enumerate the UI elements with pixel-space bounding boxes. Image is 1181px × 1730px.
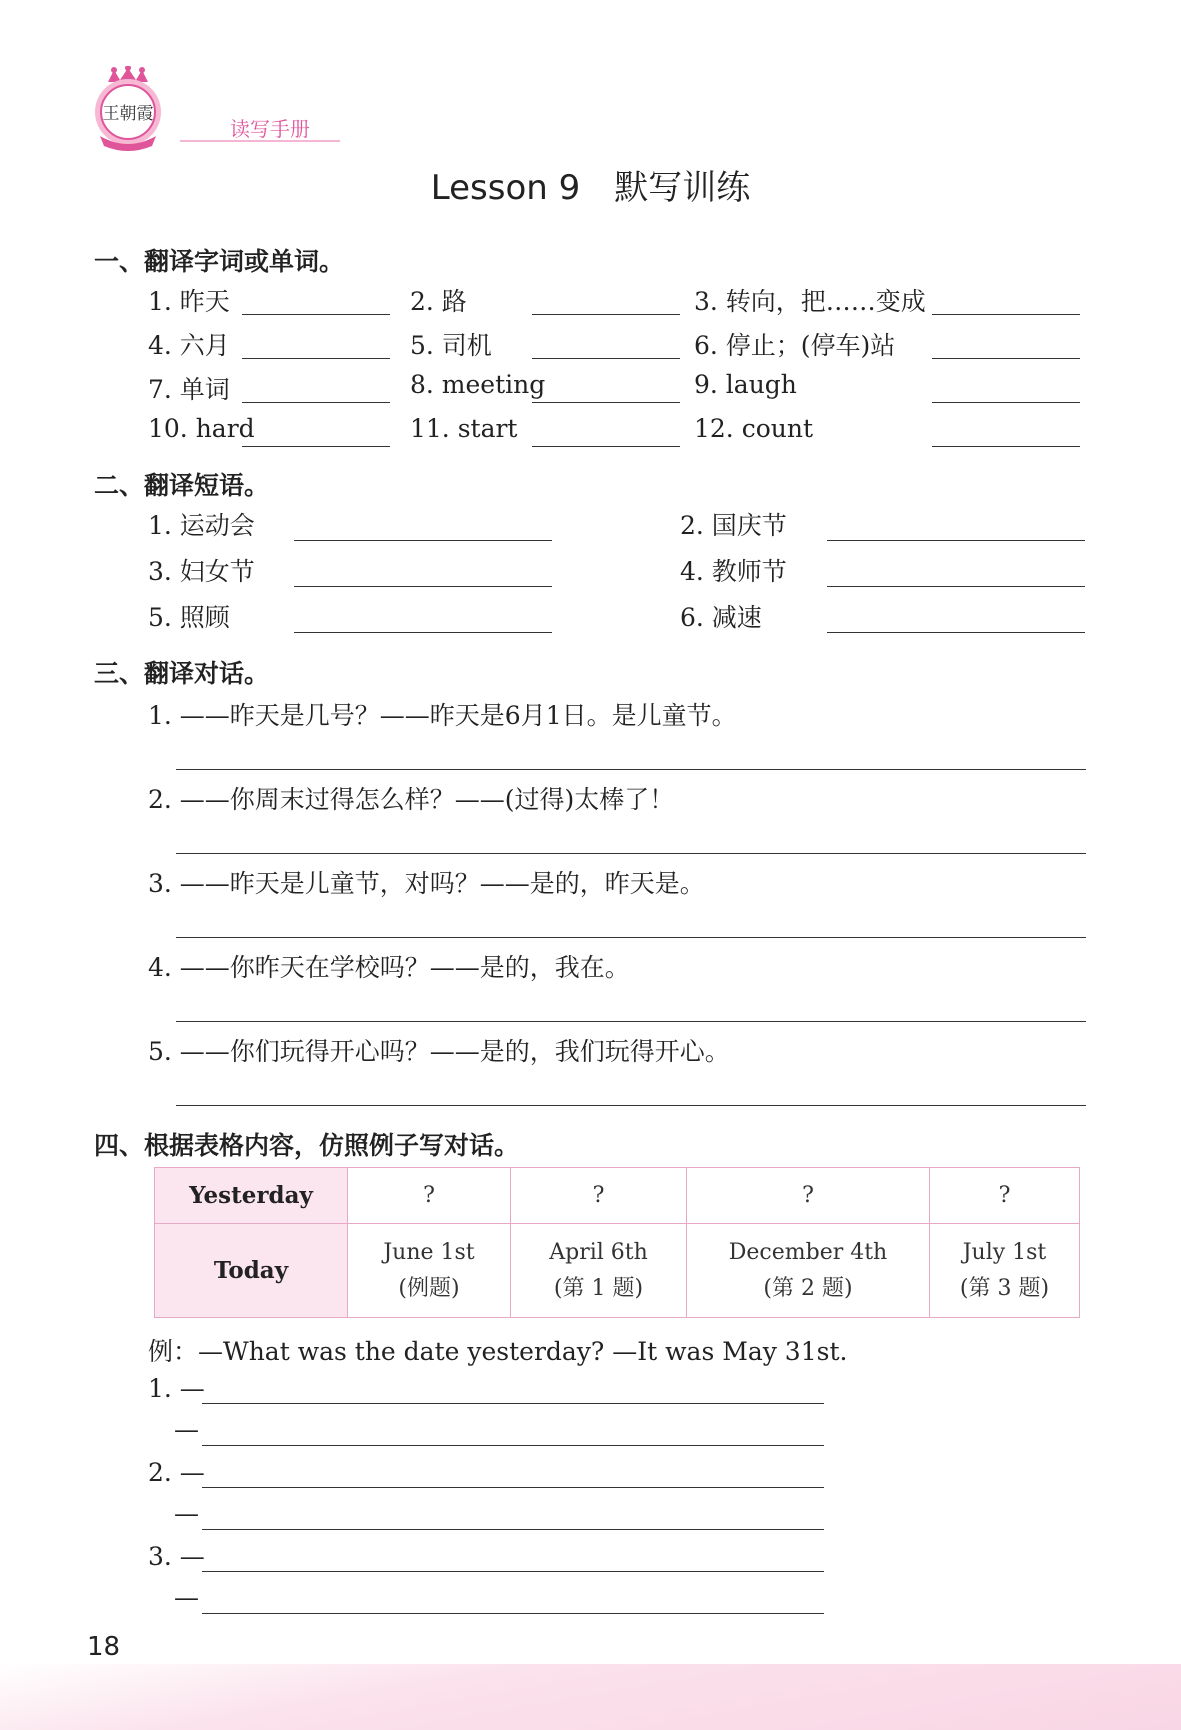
book-title: 读写手册 xyxy=(230,117,310,141)
yesterday-cell: ? xyxy=(511,1168,687,1224)
logo-text: 王朝霞 xyxy=(102,104,154,124)
today-note: (例题) xyxy=(398,1275,460,1301)
today-date: July 1st xyxy=(962,1239,1047,1265)
s1-blank-7[interactable] xyxy=(242,402,390,403)
today-note: (第 2 题) xyxy=(763,1275,853,1301)
dialog-1-q-prefix: 1. — xyxy=(148,1374,205,1403)
section2-heading: 二、翻译短语。 xyxy=(94,471,270,500)
s1-item-11: 11. start xyxy=(410,414,518,443)
wangzhaoxia-logo xyxy=(88,66,168,152)
s1-blank-4[interactable] xyxy=(242,358,390,359)
dialog-2-q-line[interactable] xyxy=(202,1487,824,1488)
s3-item-2: 2. ——你周末过得怎么样？——(过得)太棒了！ xyxy=(148,785,675,814)
s1-item-12: 12. count xyxy=(694,414,814,443)
s1-blank-1[interactable] xyxy=(242,314,390,315)
date-table xyxy=(154,1167,1080,1318)
s3-answer-line-4[interactable] xyxy=(176,1021,1086,1022)
dialog-3-a-prefix: — xyxy=(174,1583,199,1612)
s2-item-5: 5. 照顾 xyxy=(148,603,230,632)
s1-blank-3[interactable] xyxy=(932,314,1080,315)
dialog-2-a-line[interactable] xyxy=(202,1529,824,1530)
today-date: April 6th xyxy=(549,1239,648,1265)
s1-item-1: 1. 昨天 xyxy=(148,287,230,316)
s3-item-5: 5. ——你们玩得开心吗？——是的，我们玩得开心。 xyxy=(148,1037,730,1066)
s1-blank-5[interactable] xyxy=(532,358,680,359)
footer-decoration xyxy=(0,1664,1181,1730)
s2-blank-2[interactable] xyxy=(827,540,1085,541)
today-row xyxy=(155,1224,1080,1318)
dialog-3-q-prefix: 3. — xyxy=(148,1542,205,1571)
s1-item-5: 5. 司机 xyxy=(410,331,492,360)
s1-item-10: 10. hard xyxy=(148,414,255,443)
s1-blank-2[interactable] xyxy=(532,314,680,315)
s1-item-8: 8. meeting xyxy=(410,370,546,399)
s2-blank-5[interactable] xyxy=(294,632,552,633)
s1-blank-6[interactable] xyxy=(932,358,1080,359)
s1-blank-12[interactable] xyxy=(932,446,1080,447)
section4-heading: 四、根据表格内容，仿照例子写对话。 xyxy=(94,1131,520,1160)
s1-blank-9[interactable] xyxy=(932,402,1080,403)
s3-answer-line-1[interactable] xyxy=(176,769,1086,770)
today-date: June 1st xyxy=(383,1239,475,1265)
section1-heading: 一、翻译字词或单词。 xyxy=(94,247,345,276)
s1-item-4: 4. 六月 xyxy=(148,331,230,360)
dialog-2-q-prefix: 2. — xyxy=(148,1458,205,1487)
yesterday-cell: ? xyxy=(687,1168,930,1224)
s3-answer-line-5[interactable] xyxy=(176,1105,1086,1106)
s2-item-3: 3. 妇女节 xyxy=(148,557,255,586)
dialog-3-q-line[interactable] xyxy=(202,1571,824,1572)
today-cell xyxy=(511,1224,687,1318)
yesterday-cell: ? xyxy=(930,1168,1080,1224)
s2-item-2: 2. 国庆节 xyxy=(680,511,787,540)
s2-item-1: 1. 运动会 xyxy=(148,511,255,540)
s1-blank-11[interactable] xyxy=(532,446,680,447)
s1-blank-10[interactable] xyxy=(242,446,390,447)
today-cell xyxy=(930,1224,1080,1318)
today-cell xyxy=(687,1224,930,1318)
s2-item-6: 6. 减速 xyxy=(680,603,762,632)
today-label: Today xyxy=(155,1224,348,1318)
yesterday-cell: ? xyxy=(348,1168,511,1224)
dialog-1-a-line[interactable] xyxy=(202,1445,824,1446)
s2-blank-1[interactable] xyxy=(294,540,552,541)
today-cell xyxy=(348,1224,511,1318)
s1-item-6: 6. 停止；(停车)站 xyxy=(694,331,896,360)
s1-item-2: 2. 路 xyxy=(410,287,467,316)
dialog-1-a-prefix: — xyxy=(174,1415,199,1444)
s2-blank-6[interactable] xyxy=(827,632,1085,633)
today-date: December 4th xyxy=(728,1239,888,1265)
dialog-3-a-line[interactable] xyxy=(202,1613,824,1614)
s1-item-9: 9. laugh xyxy=(694,370,797,399)
s3-answer-line-2[interactable] xyxy=(176,853,1086,854)
today-note: (第 1 题) xyxy=(553,1275,644,1301)
example-dialog: 例：—What was the date yesterday? —It was May 31st. xyxy=(148,1337,848,1366)
s3-item-4: 4. ——你昨天在学校吗？——是的，我在。 xyxy=(148,953,630,982)
page-number: 18 xyxy=(87,1632,121,1662)
today-note: (第 3 题) xyxy=(959,1275,1050,1301)
s2-blank-4[interactable] xyxy=(827,586,1085,587)
s2-blank-3[interactable] xyxy=(294,586,552,587)
yesterday-row xyxy=(155,1168,1080,1224)
s3-item-1: 1. ——昨天是几号？——昨天是6月1日。是儿童节。 xyxy=(148,701,737,730)
s1-item-7: 7. 单词 xyxy=(148,375,230,404)
dialog-1-q-line[interactable] xyxy=(202,1403,824,1404)
page-title: Lesson 9 默写训练 xyxy=(430,168,751,208)
s1-item-3: 3. 转向，把……变成 xyxy=(694,287,926,316)
yesterday-label: Yesterday xyxy=(155,1168,348,1224)
s3-answer-line-3[interactable] xyxy=(176,937,1086,938)
section3-heading: 三、翻译对话。 xyxy=(94,659,270,688)
s1-blank-8[interactable] xyxy=(532,402,680,403)
s2-item-4: 4. 教师节 xyxy=(680,557,787,586)
header-divider xyxy=(180,140,340,142)
dialog-2-a-prefix: — xyxy=(174,1499,199,1528)
s3-item-3: 3. ——昨天是儿童节，对吗？——是的，昨天是。 xyxy=(148,869,705,898)
